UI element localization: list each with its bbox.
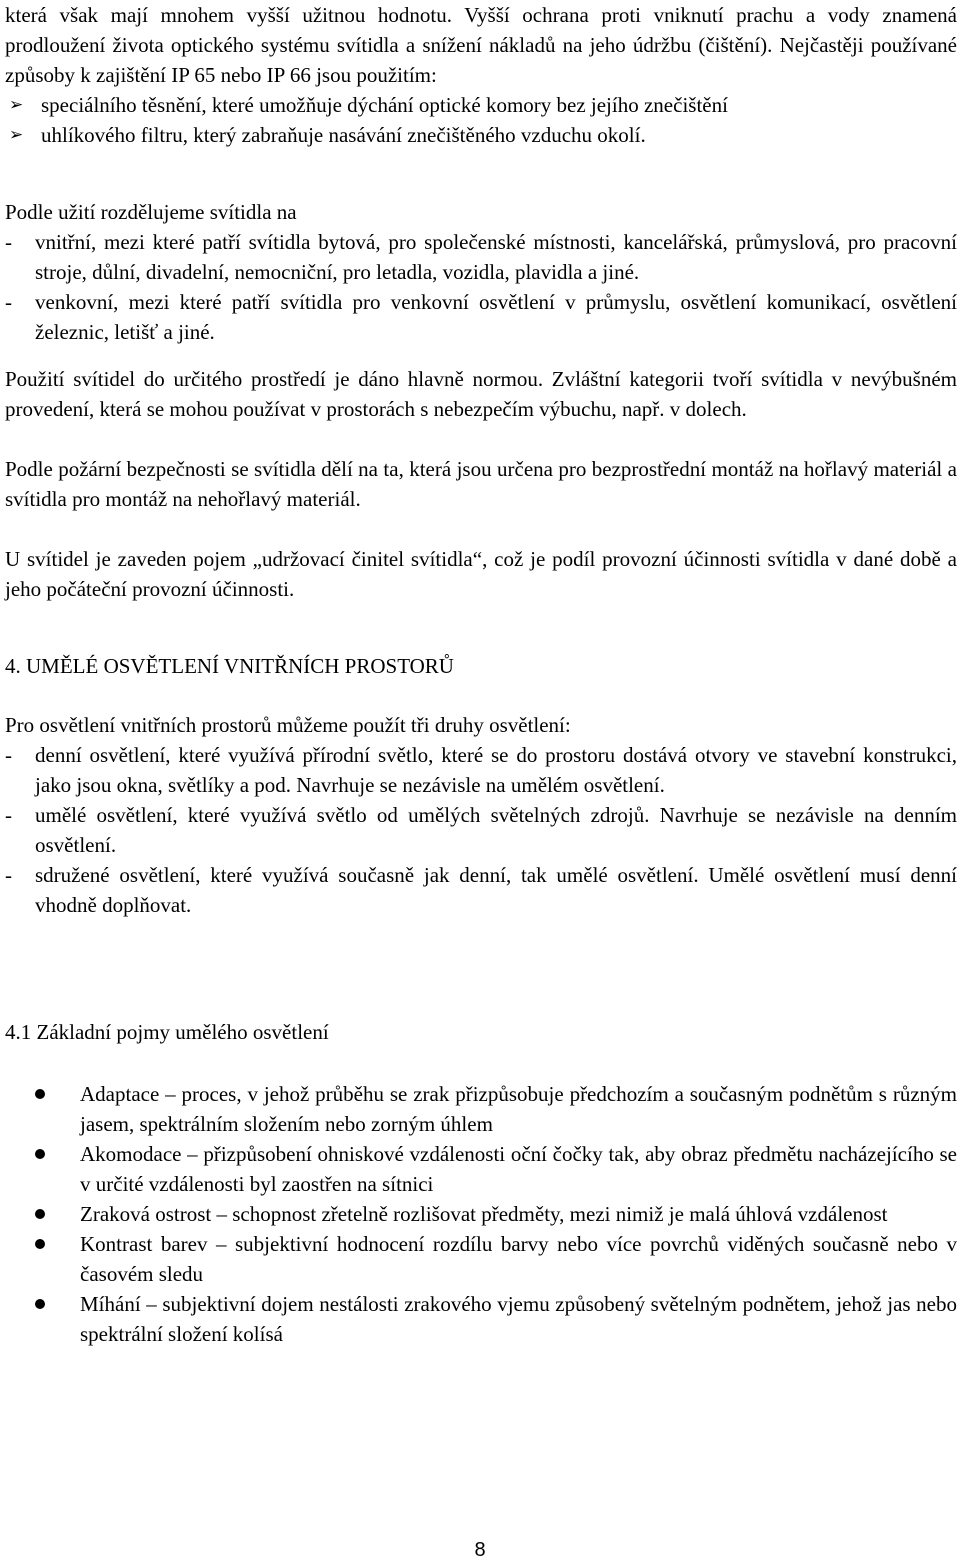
dash-list-item xyxy=(5,740,957,800)
terms-bullet-list xyxy=(5,1079,957,1349)
bullet-dot-icon xyxy=(35,1299,45,1309)
term-text: Adaptace – proces, v jehož průběhu se zrak přizpůsobuje předchozím a současným podnětům s různým jasem, spektrálním složením nebo zorným úhlem xyxy=(80,1082,957,1136)
dash-list-item-text: venkovní, mezi které patří svítidla pro venkovní osvětlení v průmyslu, osvětlení komunikací, osvětlení železnic, letišť a jiné. xyxy=(35,290,957,344)
arrow-list-item-text: uhlíkového filtru, který zabraňuje nasávání znečištěného vzduchu okolí. xyxy=(41,123,646,147)
arrow-list-item xyxy=(5,120,957,150)
dash-list-item-text: umělé osvětlení, které využívá světlo od umělých světelných zdrojů. Navrhuje se nezávisle na denním osvětlení. xyxy=(35,803,957,857)
dash-bullet: - xyxy=(5,803,12,827)
bullet-dot-icon xyxy=(35,1149,45,1159)
environment-paragraph: Použití svítidel do určitého prostředí je dáno hlavně normou. Zvláštní kategorii tvoří svítidla v nevýbušném provedení, která se mohou používat v prostorách s nebezpečím výbuchu, např. v dolech. xyxy=(5,367,957,421)
section-4-heading: 4. UMĚLÉ OSVĚTLENÍ VNITŘNÍCH PROSTORŮ xyxy=(5,654,454,678)
maintenance-factor-paragraph: U svítidel je zaveden pojem „udržovací činitel svítidla“, což je podíl provozní účinnosti svítidla v dané době a jeho počáteční provozní účinnosti. xyxy=(5,547,957,601)
arrow-list xyxy=(5,90,957,150)
arrow-list-item xyxy=(5,90,957,120)
dash-list-item xyxy=(5,227,957,287)
term-list-item xyxy=(5,1079,957,1139)
term-text: Zraková ostrost – schopnost zřetelně rozlišovat předměty, mezi nimiž je malá úhlová vzdálenost xyxy=(80,1202,888,1226)
bullet-dot-icon xyxy=(35,1209,45,1219)
dash-list-item-text: sdružené osvětlení, které využívá současně jak denní, tak umělé osvětlení. Umělé osvětlení musí denní vhodně doplňovat. xyxy=(35,863,957,917)
section-4-1-heading: 4.1 Základní pojmy umělého osvětlení xyxy=(5,1020,329,1044)
term-text: Míhání – subjektivní dojem nestálosti zrakového vjemu způsobený světelným podnětem, jehož jas nebo spektrální složení kolísá xyxy=(80,1292,957,1346)
dash-bullet: - xyxy=(5,230,12,254)
term-text: Kontrast barev – subjektivní hodnocení rozdílu barvy nebo více povrchů viděných současně nebo v časovém sledu xyxy=(80,1232,957,1286)
dash-bullet: - xyxy=(5,743,12,767)
document-page xyxy=(5,0,957,1349)
bullet-dot-icon xyxy=(35,1239,45,1249)
dash-list-item xyxy=(5,860,957,920)
term-list-item xyxy=(5,1199,957,1229)
arrow-bullet-icon: ➢ xyxy=(9,95,24,115)
lighting-types-list xyxy=(5,740,957,920)
term-list-item xyxy=(5,1139,957,1199)
usage-dash-list xyxy=(5,227,957,347)
arrow-list-item-text: speciálního těsnění, které umožňuje dýchání optické komory bez jejího znečištění xyxy=(41,93,728,117)
fire-safety-paragraph: Podle požární bezpečnosti se svítidla dělí na ta, která jsou určena pro bezprostřední montáž na hořlavý materiál a svítidla pro montáž na nehořlavý materiál. xyxy=(5,457,957,511)
bullet-dot-icon xyxy=(35,1089,45,1099)
term-list-item xyxy=(5,1229,957,1289)
term-text: Akomodace – přizpůsobení ohniskové vzdálenosti oční čočky tak, aby obraz předmětu nacházejícího se v určité vzdálenosti byl zaostřen na sítnici xyxy=(80,1142,957,1196)
dash-list-item xyxy=(5,287,957,347)
section-4-intro: Pro osvětlení vnitřních prostorů můžeme použít tři druhy osvětlení: xyxy=(5,713,571,737)
dash-list-item xyxy=(5,800,957,860)
arrow-bullet-icon: ➢ xyxy=(9,125,24,145)
term-list-item xyxy=(5,1289,957,1349)
dash-list-item-text: denní osvětlení, které využívá přírodní světlo, které se do prostoru dostává otvory ve stavební konstrukci, jako jsou okna, světlíky a pod. Navrhuje se nezávisle na umělém osvětlení. xyxy=(35,743,957,797)
intro-paragraph: která však mají mnohem vyšší užitnou hodnotu. Vyšší ochrana proti vniknutí prachu a vody znamená prodloužení života optického systému svítidla a snížení nákladů na jeho údržbu (čištění). Nejčastěji používané způsoby k zajištění IP 65 nebo IP 66 jsou použitím: xyxy=(5,3,957,87)
usage-intro: Podle užití rozdělujeme svítidla na xyxy=(5,200,297,224)
dash-bullet: - xyxy=(5,290,12,314)
dash-list-item-text: vnitřní, mezi které patří svítidla bytová, pro společenské místnosti, kancelářská, průmyslová, pro pracovní stroje, důlní, divadelní, nemocniční, pro letadla, vozidla, plavidla a jiné. xyxy=(35,230,957,284)
page-number: 8 xyxy=(474,1539,486,1561)
dash-bullet: - xyxy=(5,863,12,887)
